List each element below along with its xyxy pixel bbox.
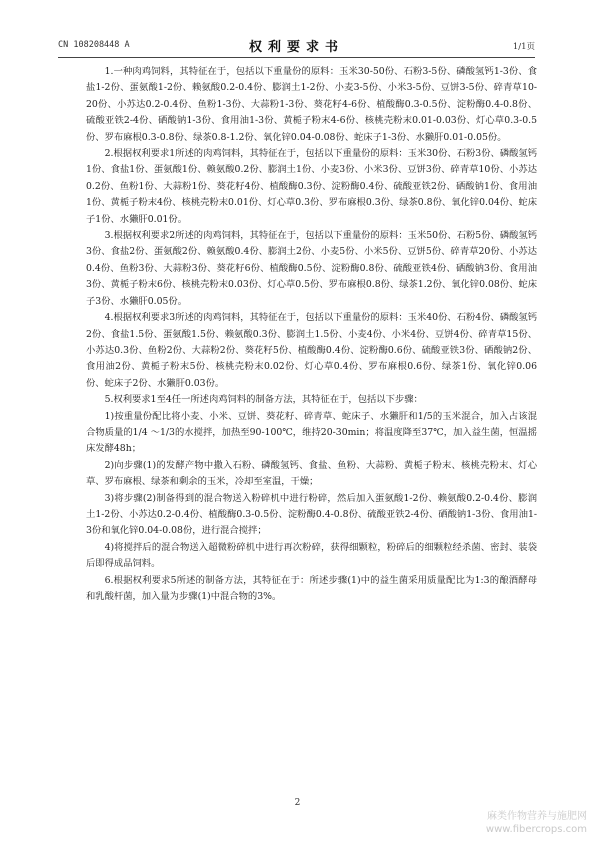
claim-2: 2.根据权利要求1所述的肉鸡饲料，其特征在于，包括以下重量份的原料：玉米30份、石粉3份、磷酸氢钙1份、食盐1份、蛋氨酸1份、赖氨酸0.2份、膨润土1份、小麦3份、小米3份、豆饼3份、碎青草10份、小苏达0.2份、鱼粉1份、大蒜粉1份、葵花籽4份、植酸酶0.3份、淀粉酶0.4份、硫酸亚铁2份、硒酸钠1份、食用油1份、黄栀子粉末4份、核桃壳粉末0.01份、灯心草0.3份、罗布麻根0.3份、绿茶0.8份、氧化锌0.04份、蛇床子1份、水獭肝0.01份。 [86, 148, 537, 225]
document-number: CN 108208448 A [58, 40, 130, 50]
claim-5-step-1: 1)按重量份配比将小麦、小米、豆饼、葵花籽、碎青草、蛇床子、水獭肝和1/5的玉米混合，加入占该混合物质量的1/4 ～1/3的水搅拌，加热至90-100℃，维持20-30min；将温度降至37℃，加入益生菌，恒温摇床发酵48h； [86, 410, 537, 455]
watermark-site-url: www.fibercrops.com [485, 824, 587, 835]
claim-3: 3.根据权利要求2所述的肉鸡饲料，其特征在于，包括以下重量份的原料：玉米50份、石粉5份、磷酸氢钙3份、食盐2份、蛋氨酸2份、赖氨酸0.4份、膨润土2份、小麦5份、小米5份、豆饼5份、碎青草20份、小苏达0.4份、鱼粉3份、大蒜粉3份、葵花籽6份、植酸酶0.5份、淀粉酶0.8份、硫酸亚铁4份、硒酸钠3份、食用油3份、黄栀子粉末6份、核桃壳粉末0.03份、灯心草0.5份、罗布麻根0.8份、绿茶1.2份、氧化锌0.08份、蛇床子3份、水獭肝0.05份。 [86, 230, 537, 307]
page-number: 2 [294, 798, 301, 808]
claim-4: 4.根据权利要求3所述的肉鸡饲料，其特征在于，包括以下重量份的原料：玉米40份、石粉4份、磷酸氢钙2份、食盐1.5份、蛋氨酸1.5份、赖氨酸0.3份、膨润土1.5份、小麦4份、小米4份、豆饼4份、碎青草15份、小苏达0.3份、鱼粉2份、大蒜粉2份、葵花籽5份、植酸酶0.4份、淀粉酶0.6份、硫酸亚铁3份、硒酸钠2份、食用油2份、黄栀子粉末5份、核桃壳粉末0.02份、灯心草0.4份、罗布麻根0.6份、绿茶1份、氧化锌0.06份、蛇床子2份、水獭肝0.03份。 [86, 312, 537, 389]
claim-5-step-3: 3)将步骤(2)制备得到的混合物送入粉碎机中进行粉碎，然后加入蛋氨酸1-2份、赖氨酸0.2-0.4份、膨润土1-2份、小苏达0.2-0.4份、植酸酶0.3-0.5份、淀粉酶0.4-0.8份、硫酸亚铁2-4份、硒酸钠1-3份、食用油1-3份和氧化锌0.04-0.08份，进行混合搅拌； [86, 492, 537, 537]
watermark-site-name: 麻类作物营养与施肥网 [487, 811, 587, 822]
claim-1: 1.一种肉鸡饲料，其特征在于，包括以下重量份的原料：玉米30-50份、石粉3-5份、磷酸氢钙1-3份、食盐1-2份、蛋氨酸1-2份、赖氨酸0.2-0.4份、膨润土1-2份、小麦3-5份、小米3-5份、豆饼3-5份、碎青草10-20份、小苏达0.2-0.4份、鱼粉1-3份、大蒜粉1-3份、葵花籽4-6份、植酸酶0.3-0.5份、淀粉酶0.4-0.8份、硫酸亚铁2-4份、硒酸钠1-3份、食用油1-3份、黄栀子粉末4-6份、核桃壳粉末0.01-0.03份、灯心草0.3-0.5份、罗布麻根0.3-0.8份、绿茶0.8-1.2份、氧化锌0.04-0.08份、蛇床子1-3份、水獭肝0.01-0.05份。 [86, 66, 537, 143]
claim-5-step-2: 2)向步骤(1)的发酵产物中撒入石粉、磷酸氢钙、食盐、鱼粉、大蒜粉、黄栀子粉末、核桃壳粉末、灯心草、罗布麻根、绿茶和剩余的玉米，冷却至室温，干燥； [86, 459, 537, 488]
claims-body [86, 64, 537, 605]
document-title: 权利要求书 [248, 40, 344, 55]
page-header [58, 36, 535, 54]
header-divider [58, 57, 535, 58]
site-watermark [486, 810, 587, 836]
claim-6: 6.根据权利要求5所述的制备方法，其特征在于：所述步骤(1)中的益生菌采用质量配比为1:3的酿酒酵母和乳酸杆菌，加入量为步骤(1)中混合物的3%。 [86, 574, 537, 602]
claim-5-step-4: 4)将搅拌后的混合物送入超微粉碎机中进行再次粉碎，获得细颗粒，粉碎后的细颗粒经杀菌、密封、装袋后即得成品饲料。 [86, 541, 537, 570]
page-indicator: 1/1页 [512, 42, 535, 52]
claim-5: 5.权利要求1至4任一所述肉鸡饲料的制备方法，其特征在于，包括以下步骤： [104, 394, 423, 406]
